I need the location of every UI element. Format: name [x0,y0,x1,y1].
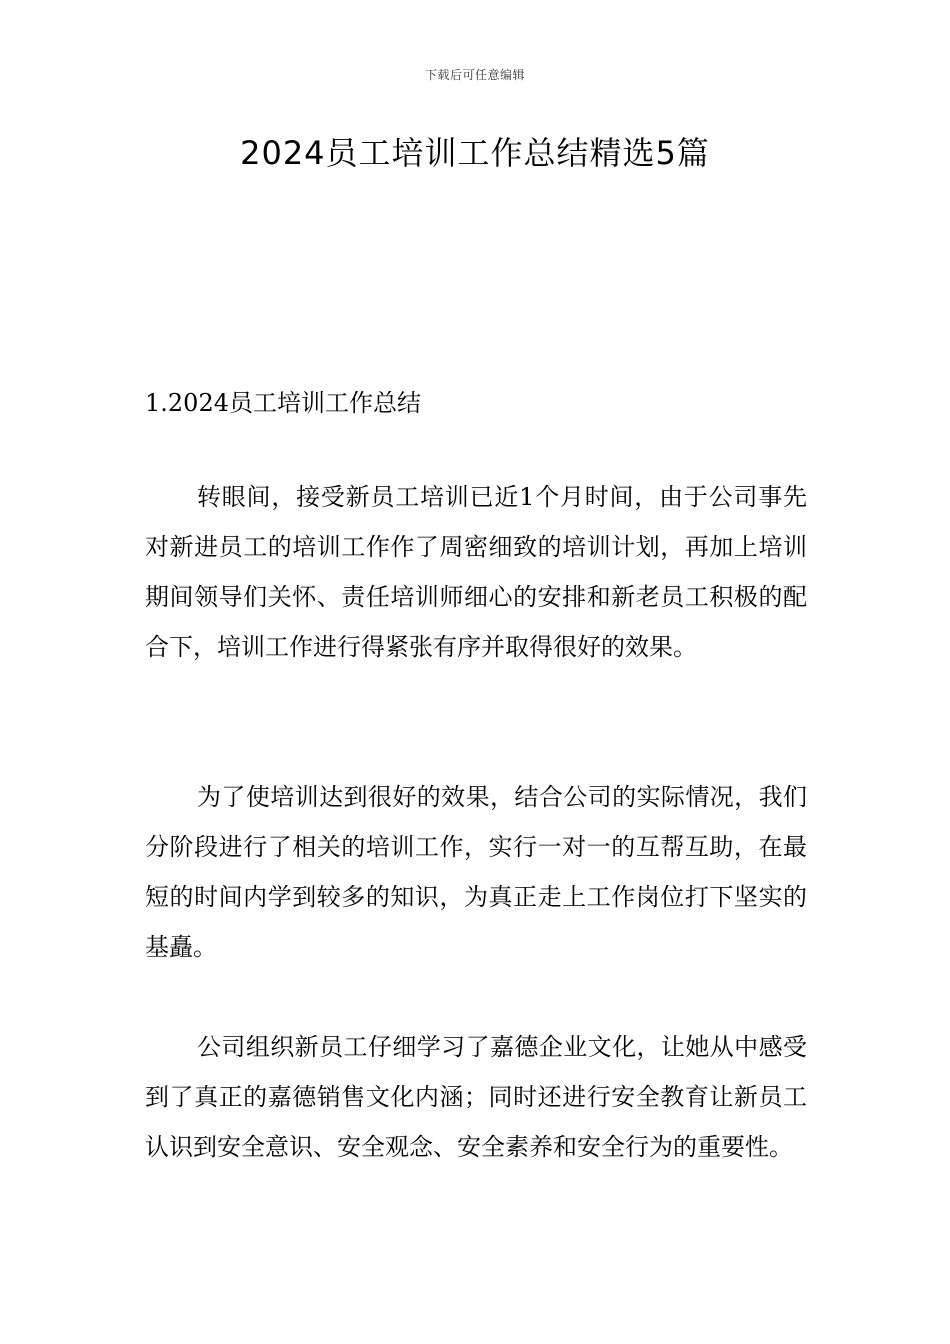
header-note: 下载后可任意编辑 [424,68,525,82]
section-heading: 1.2024员工培训工作总结 [145,389,421,417]
body-paragraph: 公司组织新员工仔细学习了嘉德企业文化，让她从中感受到了真正的嘉德销售文化内涵；同时还进行安全教育让新员工认识到安全意识、安全观念、安全素养和安全行为的重要性。 [145,1033,807,1161]
body-paragraph: 为了使培训达到很好的效果，结合公司的实际情况，我们分阶段进行了相关的培训工作，实行一对一的互帮互助，在最短的时间内学到较多的知识，为真正走上工作岗位打下坚实的基矗。 [145,783,807,961]
document-title: 2024员工培训工作总结精选5篇 [240,134,710,172]
body-paragraph: 转眼间，接受新员工培训已近1个月时间，由于公司事先对新进员工的培训工作作了周密细致的培训计划，再加上培训期间领导们关怀、责任培训师细心的安排和新老员工积极的配合下，培训工作进行得紧张有序并取得很好的效果。 [145,483,807,661]
